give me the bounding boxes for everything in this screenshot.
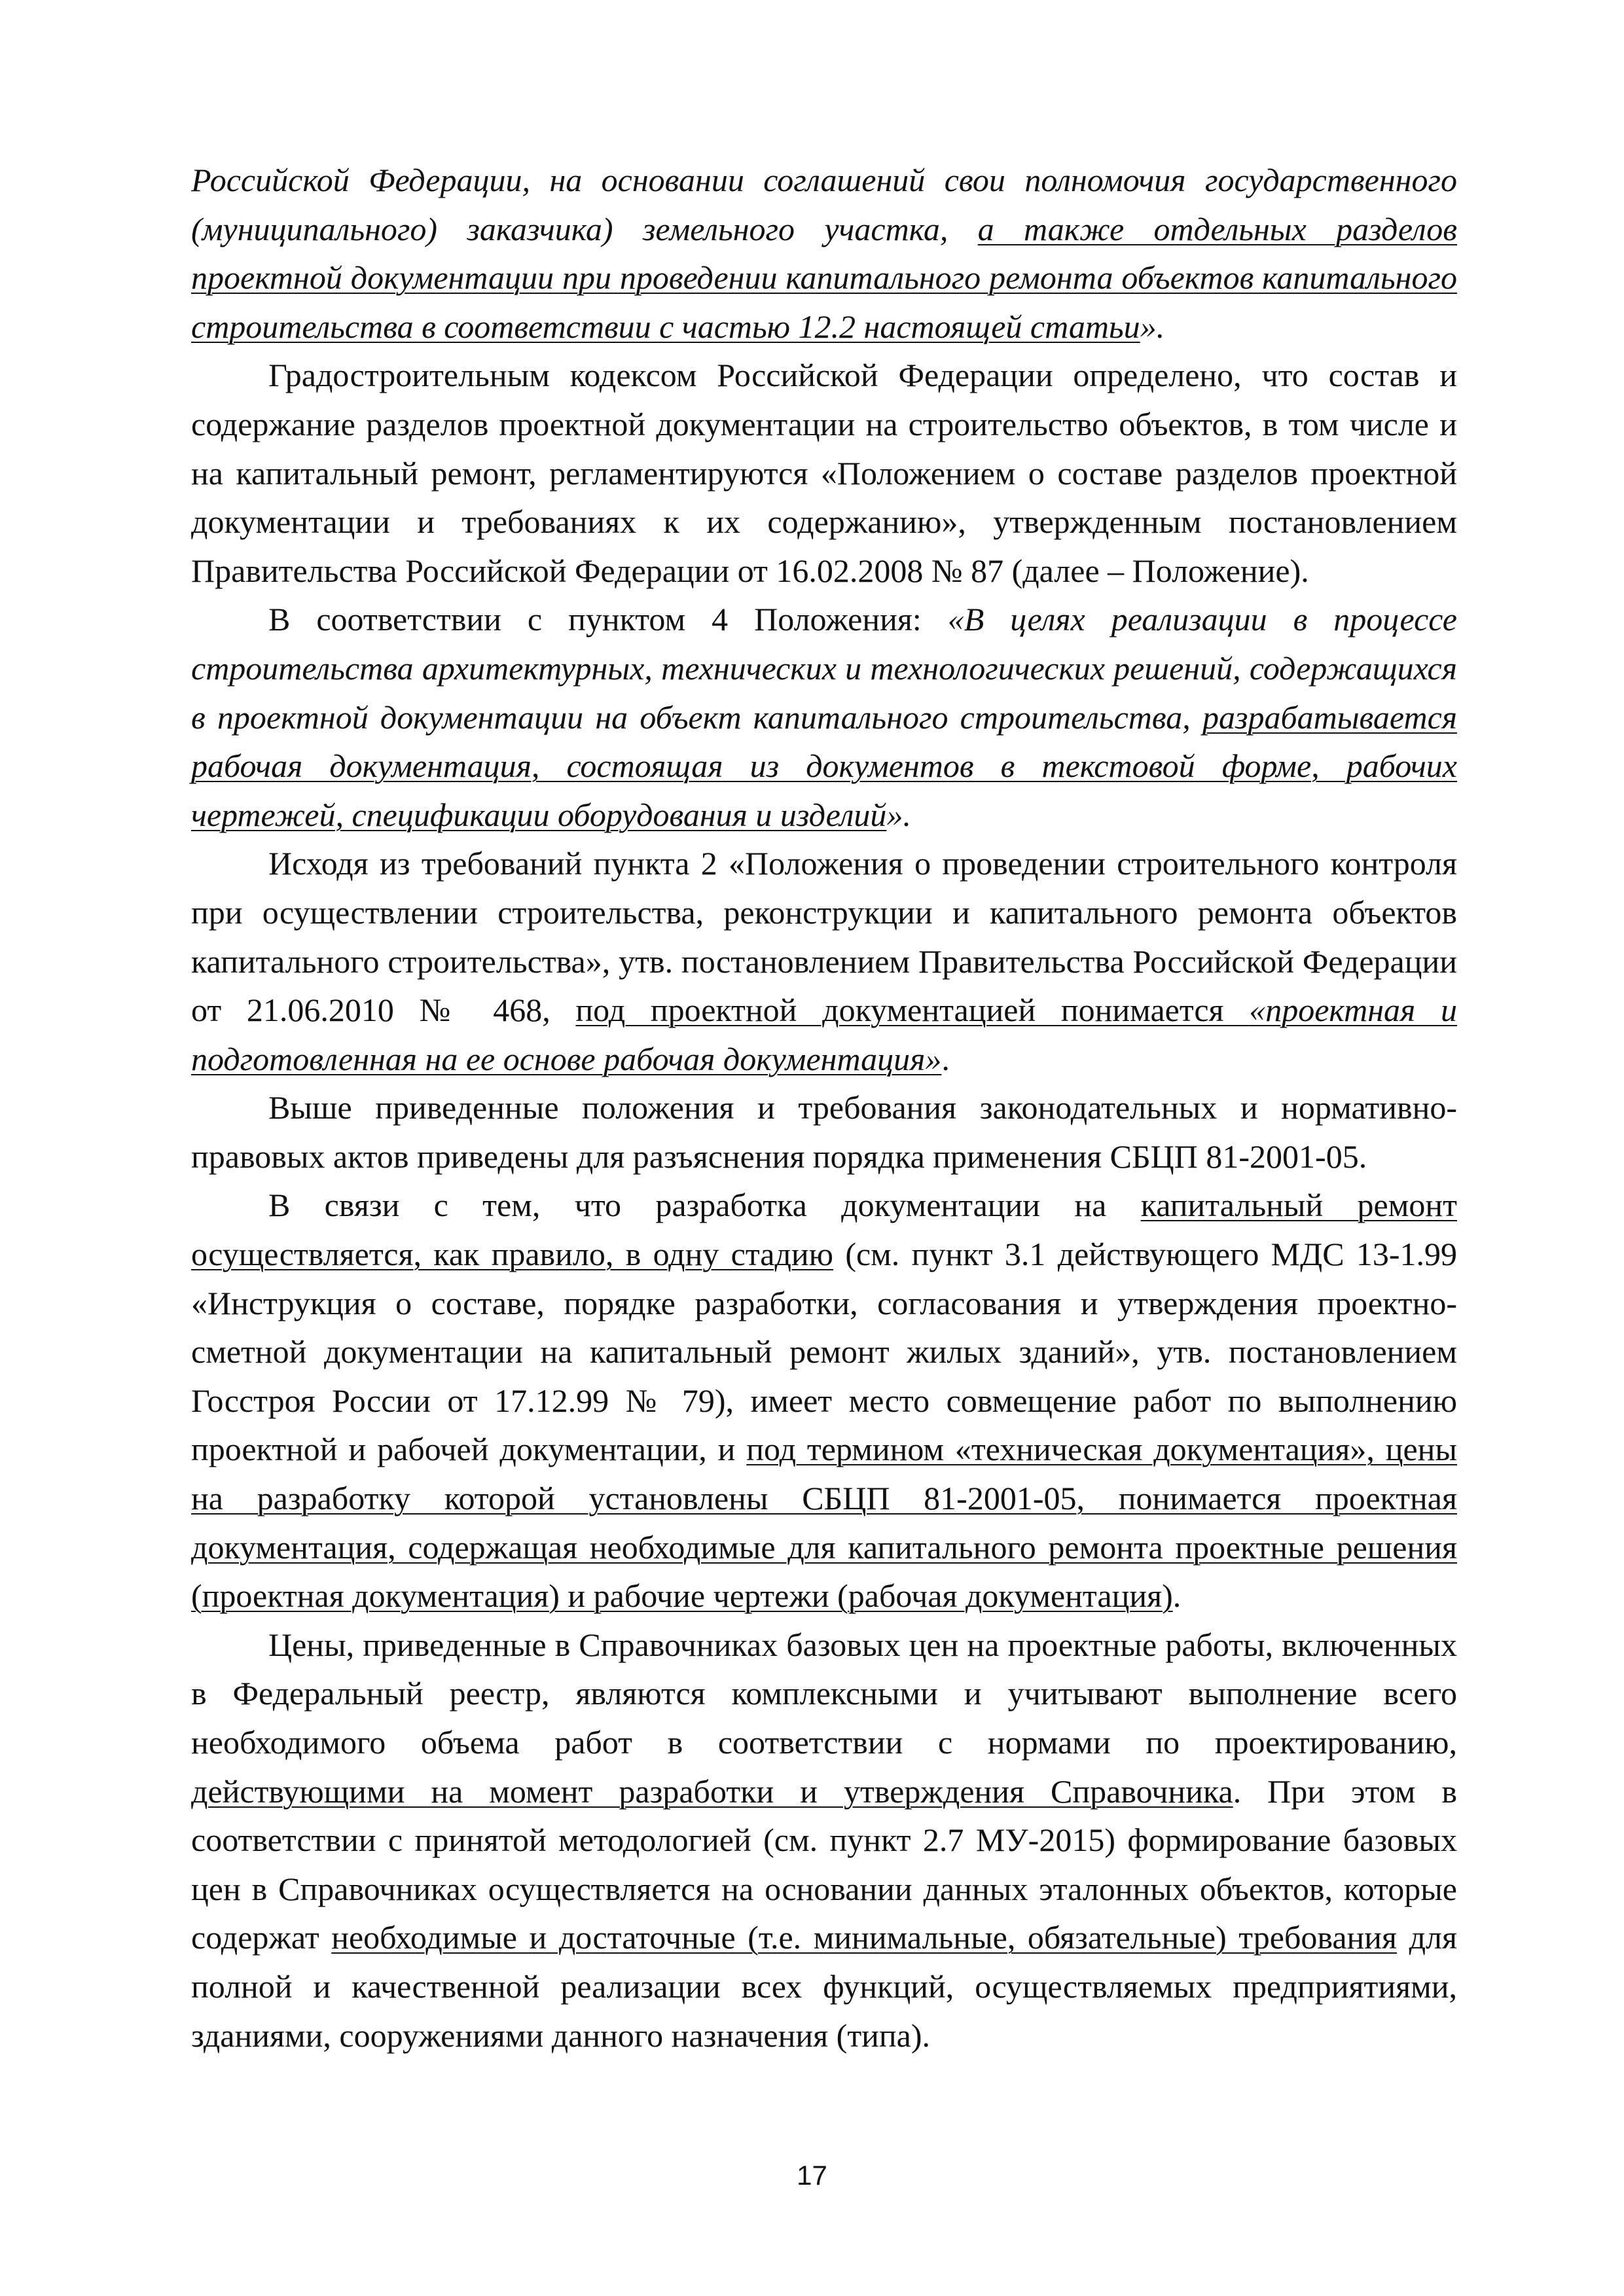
paragraph-6-emphasis-2: под термином «техническая документация», цены на разработку которой установлены СБЦП 81-2001-05, понимается проектная документация, содержащая необходимые для капитального ремонта проектные решения (проектная документация) и рабочие чертежи (рабочая документация) [191, 1431, 1457, 1615]
paragraph-3 [191, 595, 1457, 839]
paragraph-1-emphasis: а также отдельных разделов проектной документации при проведении капитального ремонта объектов капитального строительства в соответствии с частью 12.2 настоящей статьи [191, 210, 1457, 345]
paragraph-4-quote: «проектная и подготовленная на ее основе рабочая документация» [191, 992, 1457, 1077]
paragraph-1-italic-text: Российской Федерации, на основании соглашений свои полномочия государственного (муниципального) заказчика) земельного участка, [191, 162, 1457, 247]
document-body [191, 156, 1457, 2060]
paragraph-3-closing: ». [886, 796, 911, 833]
paragraph-5-text: Выше приведенные положения и требования законодательных и нормативно-правовых актов приведены для разъяснения порядка применения СБЦП 81-2001-05. [191, 1089, 1457, 1175]
paragraph-2 [191, 351, 1457, 595]
paragraph-3-quote: «В целях реализации в процессе строительства архитектурных, технических и технологических решений, содержащихся в проектной документации на объект капитального строительства, [191, 601, 1457, 736]
paragraph-6-lead: В связи с тем, что разработка документации на [268, 1187, 1141, 1224]
paragraph-7-closing: для полной и качественной реализации всех функций, осуществляемых предприятиями, зданиями, сооружениями данного назначения (типа). [191, 1919, 1457, 2054]
paragraph-7 [191, 1621, 1457, 2060]
paragraph-3-emphasis: разрабатывается рабочая документация, состоящая из документов в текстовой форме, рабочих чертежей, спецификации оборудования и изделий [191, 698, 1457, 833]
paragraph-3-lead: В соответствии с пунктом 4 Положения: [268, 601, 948, 638]
paragraph-2-text: Градостроительным кодексом Российской Федерации определено, что состав и содержание разделов проектной документации на строительство объектов, в том числе и на капитальный ремонт, регламентируются «Положением о составе разделов проектной документации и требованиях к их содержанию», утвержденным постановлением Правительства Российской Федерации от 16.02.2008 № 87 (далее – Положение). [191, 357, 1457, 589]
paragraph-4-closing: . [941, 1040, 950, 1077]
paragraph-1-closing: ». [1140, 308, 1165, 345]
paragraph-1 [191, 156, 1457, 351]
paragraph-7-lead: Цены, приведенные в Справочниках базовых цен на проектные работы, включенных в Федеральный реестр, являются комплексными и учитывают выполнение всего необходимого объема работ в соответствии с нормами по проектированию, [191, 1626, 1457, 1761]
paragraph-7-emphasis-1: действующими на момент разработки и утверждения Справочника [191, 1772, 1233, 1810]
paragraph-4-lead: Исходя из требований пункта 2 «Положения о проведении строительного контроля при осуществлении строительства, реконструкции и капитального ремонта объектов капитального строительства», утв. постановлением Правительства Российской Федерации от 21.06.2010 № 468, [191, 845, 1457, 1029]
paragraph-6-emphasis-1: капитальный ремонт осуществляется, как правило, в одну стадию [191, 1187, 1457, 1273]
paragraph-6-closing: . [1172, 1577, 1182, 1615]
paragraph-4-emphasis: под проектной документацией понимается [575, 992, 1250, 1029]
paragraph-6 [191, 1181, 1457, 1620]
page-number: 17 [797, 2160, 827, 2191]
paragraph-5 [191, 1083, 1457, 1181]
paragraph-6-middle: (см. пункт 3.1 действующего МДС 13-1.99 «Инструкция о составе, порядке разработки, согласования и утверждения проектно-сметной документации на капитальный ремонт жилых зданий», утв. постановлением Госстроя России от 17.12.99 № 79), имеет место совмещение работ по выполнению проектной и рабочей документации, и [191, 1236, 1457, 1468]
paragraph-7-emphasis-2: необходимые и достаточные (т.е. минимальные, обязательные) требования [331, 1919, 1398, 1956]
paragraph-4 [191, 839, 1457, 1083]
paragraph-7-middle: . При этом в соответствии с принятой методологией (см. пункт 2.7 МУ-2015) формирование базовых цен в Справочниках осуществляется на основании данных эталонных объектов, которые содержат [191, 1772, 1457, 1956]
